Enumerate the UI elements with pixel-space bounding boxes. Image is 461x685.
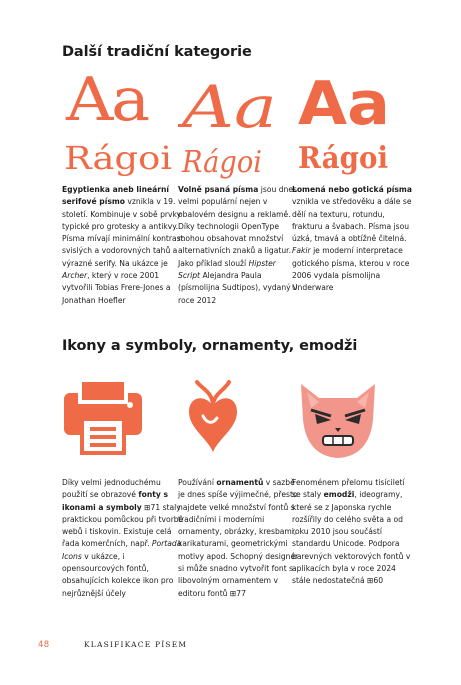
specimen-script-word: Rágoi — [181, 145, 262, 180]
specimen-script-big: Aa — [178, 73, 277, 141]
font-name: Fakir — [292, 246, 311, 256]
specimen-script — [178, 72, 293, 182]
font-name: Archer — [62, 271, 88, 281]
section-heading-traditional: Další tradiční kategorie — [62, 44, 252, 60]
printer-icon — [62, 375, 144, 457]
caption-term: Volně psaná písma — [178, 185, 259, 194]
caption-term: emodži — [323, 490, 355, 500]
specimen-blackletter-big: Aa — [298, 72, 390, 139]
font-name: Portada Icons — [62, 539, 182, 561]
caption-emoji: Fenoménem přelomu tisíciletí se staly emodži, ideogramy, které se z Japonska rychle rozšířily do celého světa a od roku 2010 jsou součástí standardu Unicode. Podpora barevných vektorových fontů v aplikacích byla v roce 2024 stále nedostatečná ⊞60 — [292, 478, 411, 586]
heart-ornament-icon — [183, 376, 243, 456]
caption-term: ornamentů — [216, 478, 264, 487]
cat-emoji-icon — [293, 372, 383, 462]
caption-slab-serif: Egyptienka aneb lineární serifové písmo vznikla v 19. století. Kombinuje v sobě prvky typické pro grotesky a antikvy. Písma mívají minimální kontrast svislých a vodorovných tahů a výrazné serify. Na ukázce je Archer, který v roce 2001 vytvořili Tobias Frere-Jones a Jonathan Hoefler — [62, 185, 184, 305]
running-footer-title: KLASIFIKACE PÍSEM — [84, 640, 188, 649]
caption-ornaments: Používání ornamentů v sazbě je dnes spíše výjimečné, přesto najdete velké množství fontů s tradičními i moderními ornamenty, obrázky, kresbami, karikaturami, geometrickými motivy apod. Schopný designér si může snadno vytvořit font s libovolným ornamentem v editoru fontů ⊞77 — [178, 478, 299, 598]
caption-icons: Díky velmi jednoduchému použití se obrazové fonty s ikonami a symboly ⊞71 staly praktickou pomůckou při tvorbě webů i tiskovin. Existuje celá řada komerčních, např. Portada Icons v ukázce, i opensourcových fontů, obsahujících kolekce ikon pro nejrůznější účely — [62, 478, 184, 598]
specimen-slab-serif — [62, 72, 187, 177]
font-name: Hipster Script — [178, 258, 276, 281]
page-number: 48 — [38, 640, 50, 650]
specimen-slab-word: Rágoi — [64, 139, 172, 177]
caption-term: Lomená nebo gotická písma — [292, 185, 412, 194]
specimen-blackletter — [292, 72, 402, 177]
caption-term: fonty s ikonami a symboly — [62, 490, 169, 512]
caption-script: Volně psaná písma jsou dnes velmi populární nejen v obalovém designu a reklamě. Díky technologii OpenType mohou obsahovat množství alternativních znaků a ligatur. Jako příklad slouží Hipster Script Alejandra Paula (písmolijna Sudtipos), vydaný v roce 2012 — [178, 185, 298, 305]
caption-blackletter: Lomená nebo gotická písma vznikla ve středověku a dále se dělí na texturu, rotundu, frakturu a švabach. Písma jsou úzká, tmavá a obtížně čitelná. Fakir je moderní interpretace gotického písma, kterou v roce 2006 vydala písmolijna Underware — [292, 185, 412, 293]
specimen-blackletter-word: Rágoi — [298, 141, 388, 176]
specimen-slab-big: Aa — [64, 72, 150, 135]
caption-term: Egyptienka aneb lineární serifové písmo — [62, 185, 170, 207]
section-heading-icons: Ikony a symboly, ornamenty, emodži — [62, 338, 358, 354]
